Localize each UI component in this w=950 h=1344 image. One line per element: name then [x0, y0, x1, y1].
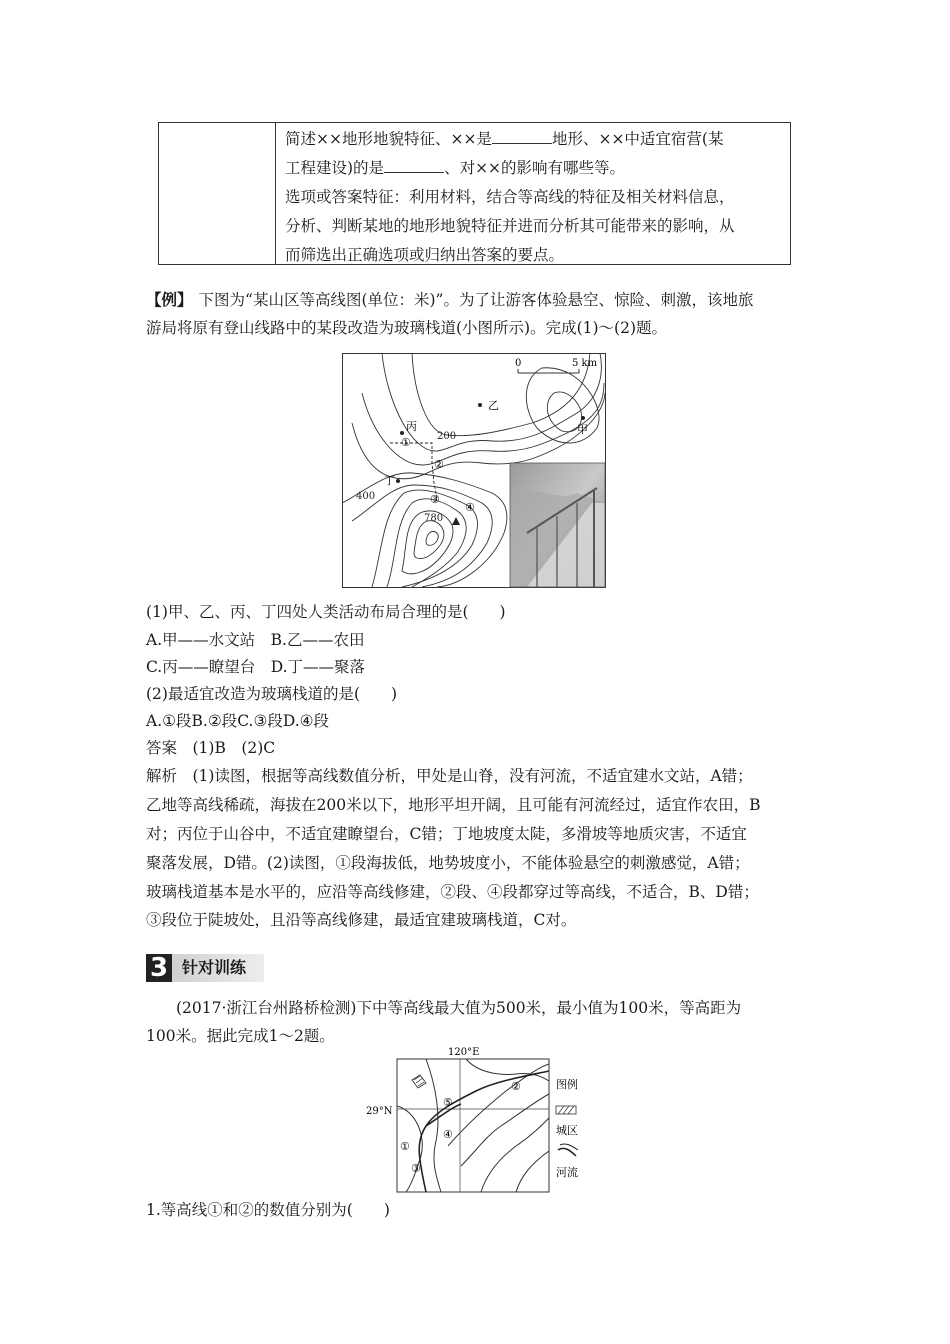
segment-2-label: ②	[434, 458, 444, 471]
table-line-3: 选项或答案特征：利用材料，结合等高线的特征及相关材料信息，	[285, 188, 735, 206]
map2-label-1: ①	[400, 1140, 410, 1153]
place-bing-dot	[400, 431, 404, 435]
practice-intro-line-1: (2017·浙江台州路桥检测)下中等高线最大值为500米，最小值为100米，等高距为	[176, 999, 742, 1017]
place-jia-dot	[581, 416, 585, 420]
place-bing-label: 丙	[406, 420, 417, 433]
table-line-2: 工程建设)的是 、对××的影响有哪些等。	[285, 154, 785, 183]
question-1-options-ab: A.甲——水文站 B.乙——农田	[146, 631, 365, 649]
analysis-line-3: 对；丙位于山谷中，不适宜建瞭望台，C错；丁地坡度太陡，多滑坡等地质灾害，不适宜	[146, 825, 747, 843]
analysis-line-1: 解析 (1)读图，根据等高线数值分析，甲处是山脊，没有河流，不适宜建水文站，A错；	[146, 767, 753, 785]
place-jia-label: 甲	[577, 423, 588, 436]
contour-label-780: 780	[424, 513, 444, 524]
legend-city-label: 城区	[556, 1124, 578, 1137]
table-line-4: 分析、判断某地的地形地貌特征并进而分析其可能带来的影响，从	[285, 217, 735, 235]
contour-label-400: 400	[356, 491, 376, 502]
place-yi-dot	[478, 403, 482, 407]
scale-end: 5 km	[572, 358, 598, 369]
latitude-label: 29°N	[366, 1106, 393, 1117]
analysis-line-2: 乙地等高线稀疏，海拔在200米以下，地形平坦开阔，且可能有河流经过，适宜作农田，B	[146, 796, 761, 814]
table-divider	[275, 123, 276, 264]
question-1: (1)甲、乙、丙、丁四处人类活动布局合理的是( )	[146, 603, 506, 621]
example-intro-line-1: 【例】 下图为“某山区等高线图(单位：米)”。为了让游客体验悬空、惊险、刺激，该地旅	[146, 290, 754, 309]
table-line-1: 简述××地形地貌特征、××是 地形、××中适宜宿营(某	[285, 125, 785, 154]
legend-river-icon	[558, 1148, 576, 1156]
section-number-badge: 3	[146, 954, 172, 982]
answer-line: 答案 (1)B (2)C	[146, 739, 276, 757]
longitude-label: 120°E	[448, 1047, 480, 1058]
place-ding-dot	[396, 479, 400, 483]
map2-label-2: ②	[511, 1080, 521, 1093]
place-yi-label: 乙	[488, 399, 499, 412]
section-title: 针对训练	[182, 958, 247, 977]
scale-start: 0	[515, 358, 522, 369]
map2-label-4: ④	[443, 1128, 453, 1141]
table-line-5: 而筛选出正确选项或归纳出答案的要点。	[285, 246, 565, 264]
question-2-options: A.①段B.②段C.③段D.④段	[146, 712, 330, 730]
contour-label-200: 200	[437, 431, 457, 442]
question-1-options-cd: C.丙——瞭望台 D.丁——聚落	[146, 658, 366, 676]
analysis-line-5: 玻璃栈道基本是水平的，应沿等高线修建，②段、④段都穿过等高线，不适合，B、D错；	[146, 883, 759, 901]
legend-title: 图例	[556, 1078, 578, 1091]
example-label: 【例】	[146, 290, 193, 309]
map2-label-3: ③	[411, 1162, 421, 1175]
table-content-cell	[285, 125, 785, 270]
question-2: (2)最适宜改造为玻璃栈道的是( )	[146, 685, 398, 703]
contour-map-figure	[342, 353, 606, 588]
map2-label-5: ⑤	[443, 1096, 453, 1109]
example-intro-line-2: 游局将原有登山线路中的某段改造为玻璃栈道(小图所示)。完成(1)～(2)题。	[146, 319, 668, 337]
analysis-line-4: 聚落发展，D错。(2)读图，①段海拔低，地势坡度小，不能体验悬空的刺激感觉，A错；	[146, 854, 750, 872]
glass-walkway-photo	[510, 463, 605, 587]
practice-contour-map	[366, 1046, 586, 1196]
segment-4-label: ④	[465, 501, 475, 514]
analysis-line-6: ③段位于陡坡处，且沿等高线修建，最适宜建玻璃栈道，C对。	[146, 911, 577, 929]
practice-intro-line-2: 100米。据此完成1～2题。	[146, 1027, 335, 1045]
method-table	[158, 122, 791, 265]
segment-3-label: ③	[430, 493, 440, 506]
place-ding-label: 丁	[384, 474, 395, 487]
map2-legend	[556, 1077, 578, 1179]
segment-1-label: ①	[401, 436, 411, 449]
practice-question-1: 1.等高线①和②的数值分别为( )	[146, 1201, 390, 1219]
legend-river-label: 河流	[556, 1166, 578, 1179]
